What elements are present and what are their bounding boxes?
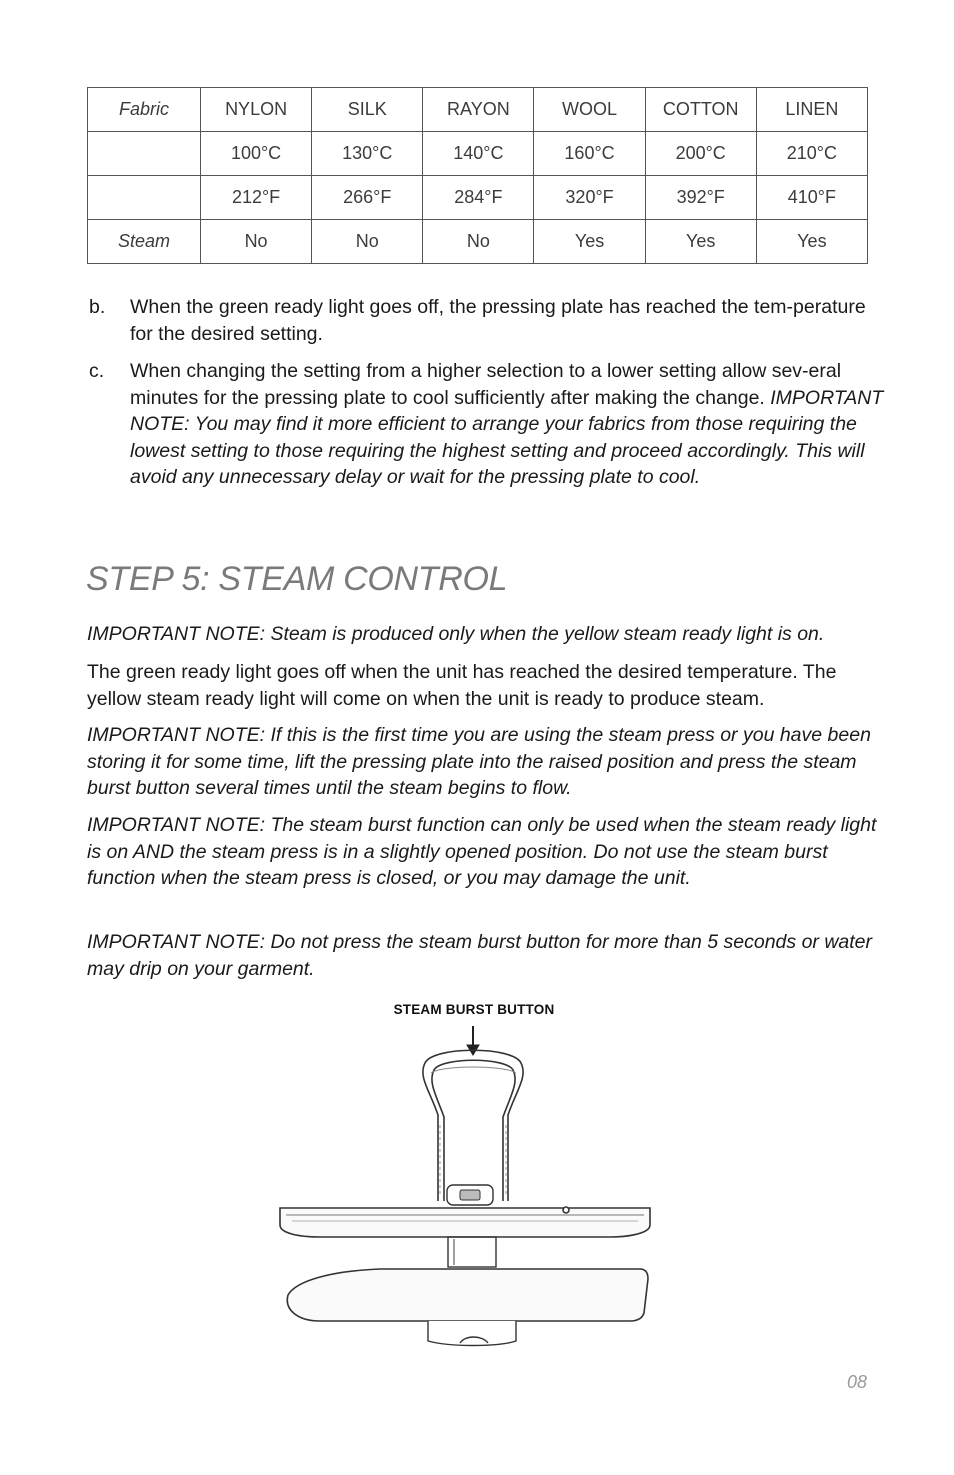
list-item-text: When changing the setting from a higher selection to a lower setting allow sev-eral minutes for the pressing plate to cool sufficiently after making the change.: [130, 360, 842, 409]
table-row-header: Fabric: [88, 88, 201, 132]
list-item: [87, 358, 887, 491]
table-row: [88, 88, 868, 132]
note-first-use: IMPORTANT NOTE: If this is the first time you are using the steam press or you have been storing it for some time, lift the pressing plate into the raised position and press the steam burst button several times until the steam begins to flow.: [87, 724, 871, 799]
press-base: [428, 1321, 516, 1346]
table-row: [88, 176, 868, 220]
list-item: [87, 294, 887, 347]
pressing-plate: [280, 1207, 650, 1237]
steam-burst-callout-label: STEAM BURST BUTTON: [393, 1002, 555, 1017]
instruction-list: [87, 294, 887, 502]
section-heading: STEP 5: STEAM CONTROL: [86, 560, 508, 598]
table-cell: Yes: [534, 220, 645, 264]
table-cell: 160°C: [534, 132, 645, 176]
note-steam-burst-usage: IMPORTANT NOTE: The steam burst function can only be used when the steam ready light is on AND the steam press is in a slightly opened position. Do not use the steam burst function when the steam press is closed, or you may damage the unit.: [87, 814, 877, 889]
list-item-text: When the green ready light goes off, the pressing plate has reached the tem-perature for the desired setting.: [130, 296, 866, 345]
table-row: [88, 132, 868, 176]
table-cell: 130°C: [312, 132, 423, 176]
table-cell: COTTON: [645, 88, 756, 132]
table-cell: 200°C: [645, 132, 756, 176]
control-panel: [447, 1185, 493, 1205]
table-row-header: [88, 132, 201, 176]
ironing-board: [287, 1269, 648, 1321]
table-cell: 100°C: [201, 132, 312, 176]
table-cell: No: [423, 220, 534, 264]
table-cell: 140°C: [423, 132, 534, 176]
table-cell: Yes: [756, 220, 867, 264]
table-cell: LINEN: [756, 88, 867, 132]
table-cell: 266°F: [312, 176, 423, 220]
table-cell: RAYON: [423, 88, 534, 132]
table-cell: 210°C: [756, 132, 867, 176]
table-row: [88, 220, 868, 264]
table-cell: 212°F: [201, 176, 312, 220]
table-cell: No: [312, 220, 423, 264]
note-steam-produced: IMPORTANT NOTE: Steam is produced only when the yellow steam ready light is on.: [87, 623, 825, 645]
fabric-temperature-table: [87, 87, 868, 264]
list-marker: c.: [89, 360, 105, 382]
page-number: 08: [846, 1372, 867, 1392]
support-column: [448, 1237, 496, 1267]
steam-press-illustration: [270, 1025, 660, 1355]
list-item-note: IMPORTANT NOTE: You may find it more efficient to arrange your fabrics from those requiring the lowest setting to those requiring the highest setting and proceed accordingly. This will avoid any unnecessary delay or wait for the pressing plate to cool.: [130, 386, 884, 488]
table-cell: NYLON: [201, 88, 312, 132]
note-burst-duration: IMPORTANT NOTE: Do not press the steam burst button for more than 5 seconds or water may drip on your garment.: [87, 931, 873, 980]
list-marker: b.: [89, 296, 106, 318]
table-row-header: [88, 176, 201, 220]
table-cell: WOOL: [534, 88, 645, 132]
table-cell: 320°F: [534, 176, 645, 220]
table-row-header: Steam: [88, 220, 201, 264]
press-handle: [423, 1050, 523, 1201]
table-cell: No: [201, 220, 312, 264]
table-cell: 410°F: [756, 176, 867, 220]
ready-light-description: The green ready light goes off when the unit has reached the desired temperature. The yellow steam ready light will come on when the unit is ready to produce steam.: [87, 661, 837, 710]
table-cell: 284°F: [423, 176, 534, 220]
table-cell: Yes: [645, 220, 756, 264]
table-cell: SILK: [312, 88, 423, 132]
table-cell: 392°F: [645, 176, 756, 220]
